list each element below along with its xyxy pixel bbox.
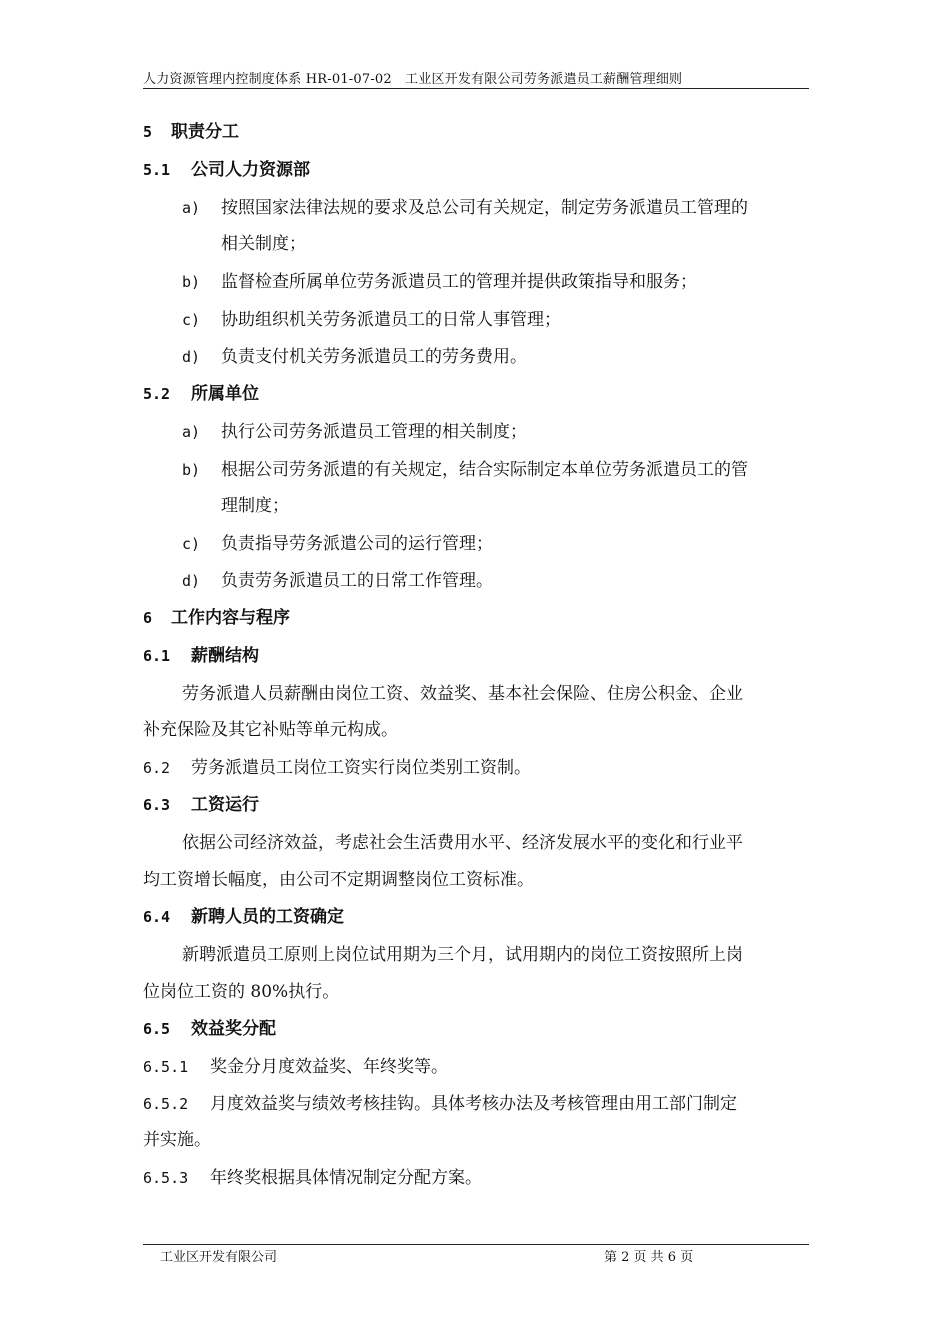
paragraph-line: 位岗位工资的 80%执行。 (143, 982, 340, 1002)
clause-text: 奖金分月度效益奖、年终奖等。 (210, 1057, 448, 1077)
paragraph-line: 依据公司经济效益，考虑社会生活费用水平、经济发展水平的变化和行业平 (182, 833, 743, 853)
clause-number: 6.5.2 (143, 1095, 189, 1113)
header-divider (143, 88, 809, 89)
subsection-title: 效益奖分配 (191, 1019, 276, 1039)
subsection-number: 5.2 (143, 385, 171, 403)
subsection-title: 公司人力资源部 (191, 160, 310, 180)
clause-continuation: 并实施。 (143, 1130, 211, 1150)
list-item-text: 监督检查所属单位劳务派遣员工的管理并提供政策指导和服务； (221, 272, 697, 292)
page-header: 人力资源管理内控制度体系 HR-01-07-02 工业区开发有限公司劳务派遣员工薪酬管理细则 (143, 72, 683, 87)
subsection-title: 薪酬结构 (191, 646, 259, 666)
subsection-number: 6.3 (143, 796, 171, 814)
list-item-text: 负责劳务派遣员工的日常工作管理。 (221, 571, 493, 591)
subsection-heading (143, 1017, 276, 1041)
subsection-title: 新聘人员的工资确定 (191, 907, 344, 927)
clause-line (143, 1092, 737, 1116)
clause-line (143, 1055, 448, 1079)
clause-text: 年终奖根据具体情况制定分配方案。 (210, 1168, 482, 1188)
subsection-number: 6.4 (143, 908, 171, 926)
list-item-label: a) (182, 423, 201, 441)
subsection-heading (143, 644, 259, 668)
subsection-number: 6.5 (143, 1020, 171, 1038)
list-item-text: 根据公司劳务派遣的有关规定，结合实际制定本单位劳务派遣员工的管 (221, 460, 748, 480)
page-number: 第 2 页 共 6 页 (604, 1250, 694, 1265)
section-number: 6 (143, 609, 153, 627)
list-item-label: c) (182, 311, 201, 329)
clause-number: 6.5.3 (143, 1169, 189, 1187)
list-item-label: b) (182, 461, 201, 479)
list-item-text: 理制度； (221, 496, 289, 516)
list-item-label: d) (182, 572, 201, 590)
clause-line (143, 1166, 482, 1190)
list-item-text: 协助组织机关劳务派遣员工的日常人事管理； (221, 310, 561, 330)
subsection-title: 所属单位 (191, 384, 259, 404)
subsection-number: 5.1 (143, 161, 171, 179)
subsection-heading (143, 793, 259, 817)
subsection-number: 6.2 (143, 759, 171, 777)
list-item-label: d) (182, 348, 201, 366)
subsection-title: 工资运行 (191, 795, 259, 815)
subsection-heading (143, 158, 310, 182)
section-title: 工作内容与程序 (171, 608, 290, 628)
subsection-number: 6.1 (143, 647, 171, 665)
section-number: 5 (143, 123, 153, 141)
list-item-label: c) (182, 535, 201, 553)
paragraph-line: 新聘派遣员工原则上岗位试用期为三个月，试用期内的岗位工资按照所上岗 (182, 945, 743, 965)
subsection-heading (143, 905, 344, 929)
list-item-text: 负责指导劳务派遣公司的运行管理； (221, 534, 493, 554)
list-item-text: 执行公司劳务派遣员工管理的相关制度； (221, 422, 527, 442)
footer-company: 工业区开发有限公司 (160, 1250, 278, 1265)
section-title: 职责分工 (171, 122, 239, 142)
list-item-label: a) (182, 199, 201, 217)
subsection-heading (143, 382, 259, 406)
list-item-label: b) (182, 273, 201, 291)
clause-text: 月度效益奖与绩效考核挂钩。具体考核办法及考核管理由用工部门制定 (210, 1094, 737, 1114)
paragraph-line: 均工资增长幅度，由公司不定期调整岗位工资标准。 (143, 870, 534, 890)
list-item-text: 按照国家法律法规的要求及总公司有关规定，制定劳务派遣员工管理的 (221, 198, 748, 218)
paragraph-line: 劳务派遣人员薪酬由岗位工资、效益奖、基本社会保险、住房公积金、企业 (182, 684, 743, 704)
footer-divider (143, 1244, 809, 1245)
subsection-title: 劳务派遣员工岗位工资实行岗位类别工资制。 (191, 758, 531, 778)
list-item-text: 相关制度； (221, 234, 306, 254)
list-item-text: 负责支付机关劳务派遣员工的劳务费用。 (221, 347, 527, 367)
section-heading (143, 120, 239, 144)
paragraph-line: 补充保险及其它补贴等单元构成。 (143, 720, 398, 740)
clause-number: 6.5.1 (143, 1058, 189, 1076)
section-heading (143, 606, 290, 630)
subsection-heading (143, 756, 531, 780)
